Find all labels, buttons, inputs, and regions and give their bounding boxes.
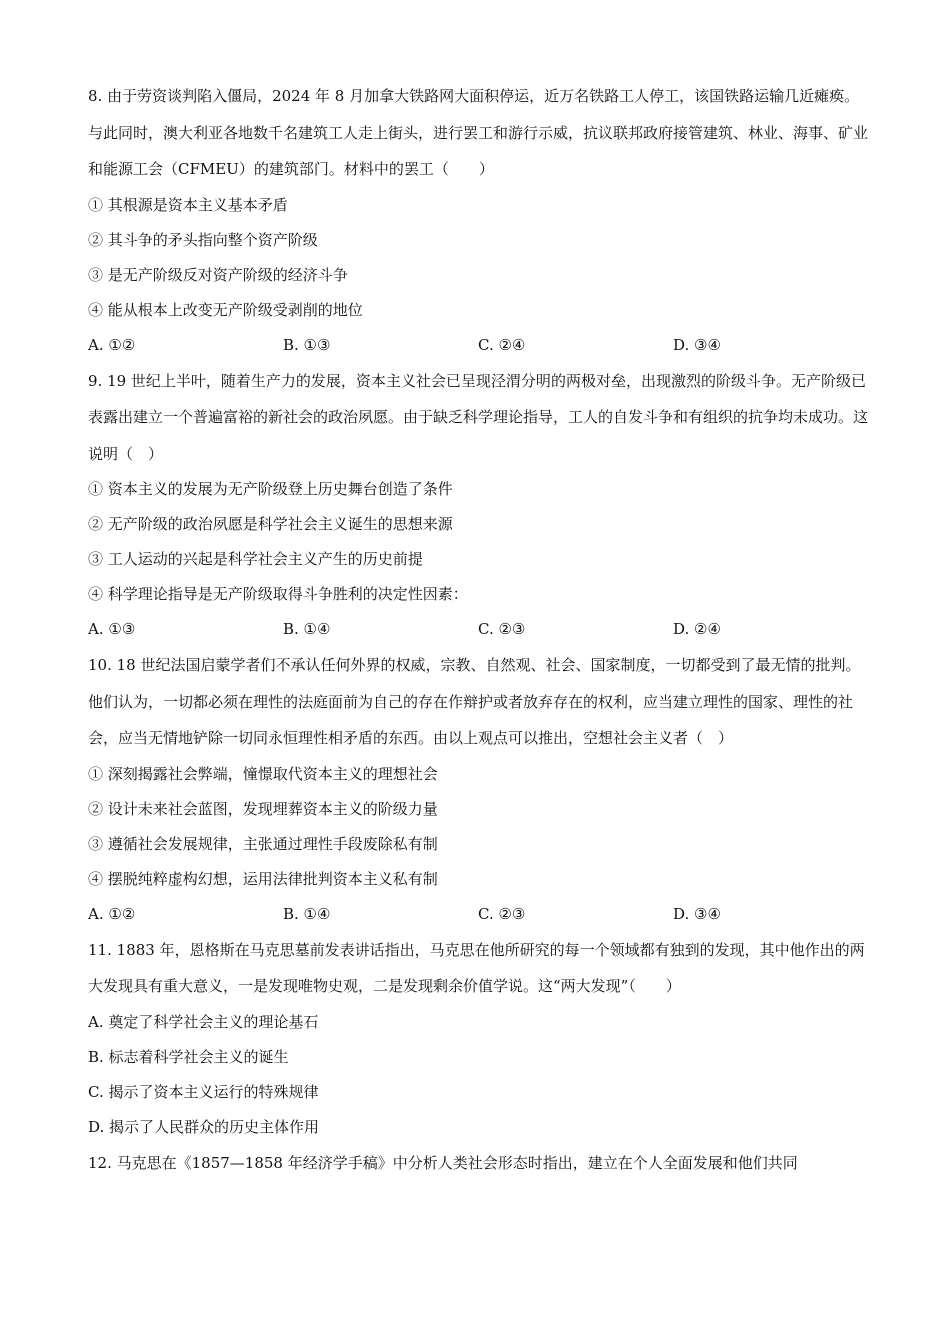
option-a: A. ①③: [88, 620, 136, 638]
statement-item: ② 无产阶级的政治夙愿是科学社会主义诞生的思想来源: [88, 515, 453, 533]
answer-options: [88, 897, 868, 932]
statement-item: ② 设计未来社会蓝图，发现埋葬资本主义的阶级力量: [88, 799, 438, 818]
option-b: B. ①③: [283, 335, 331, 354]
statement-item: ③ 是无产阶级反对资产阶级的经济斗争: [88, 265, 348, 284]
question-10: [88, 647, 868, 932]
statement-item: ① 深刻揭露社会弊端，憧憬取代资本主义的理想社会: [88, 764, 438, 783]
option-c: C. ②④: [478, 335, 526, 354]
question-8: [88, 78, 868, 363]
statement-item: ④ 科学理论指导是无产阶级取得斗争胜利的决定性因素：: [88, 585, 468, 603]
statement-item: ③ 工人运动的兴起是科学社会主义产生的历史前提: [88, 550, 423, 568]
question-9: [88, 363, 868, 648]
option-b: B. ①④: [283, 904, 331, 923]
option-d: D. ③④: [673, 335, 721, 354]
question-stem: 12. 马克思在《1857—1858 年经济学手稿》中分析人类社会形态时指出，建立在个人全面发展和他们共同: [88, 1153, 798, 1172]
statement-item: ④ 摆脱纯粹虚构幻想，运用法律批判资本主义私有制: [88, 869, 438, 888]
option-b: B. 标志着科学社会主义的诞生: [88, 1047, 289, 1066]
option-a: A. 奠定了科学社会主义的理论基石: [88, 1012, 319, 1031]
option-c: C. 揭示了资本主义运行的特殊规律: [88, 1082, 319, 1101]
option-c: C. ②③: [478, 620, 526, 638]
question-12: [88, 1145, 868, 1182]
answer-options: [88, 328, 868, 363]
option-b: B. ①④: [283, 620, 331, 638]
document-page: [88, 78, 868, 1181]
question-stem: 11. 1883 年，恩格斯在马克思墓前发表讲话指出，马克思在他所研究的每一个领域都有独到的发现，其中他作出的两大发现具有重大意义，一是发现唯物史观，二是发现剩余价值学说。这“两大发现”（ ）: [88, 940, 865, 995]
question-stem: 9. 19 世纪上半叶，随着生产力的发展，资本主义社会已呈现泾渭分明的两极对垒，出现激烈的阶级斗争。无产阶级已表露出建立一个普遍富裕的新社会的政治夙愿。由于缺乏科学理论指导，工人的自发斗争和有组织的抗争均未成功。这说明（ ）: [88, 371, 869, 463]
statement-item: ④ 能从根本上改变无产阶级受剥削的地位: [88, 300, 363, 319]
option-c: C. ②③: [478, 904, 526, 923]
option-d: D. ②④: [673, 620, 721, 638]
statement-item: ① 资本主义的发展为无产阶级登上历史舞台创造了条件: [88, 480, 453, 498]
question-stem: 10. 18 世纪法国启蒙学者们不承认任何外界的权威，宗教、自然观、社会、国家制度，一切都受到了最无情的批判。他们认为，一切都必须在理性的法庭面前为自己的存在作辩护或者放弃存在的权利，应当建立理性的国家、理性的社会，应当无情地铲除一切同永恒理性相矛盾的东西。由以上观点可以推出，空想社会主义者（ ）: [88, 656, 861, 747]
option-a: A. ①②: [88, 904, 136, 923]
option-d: D. 揭示了人民群众的历史主体作用: [88, 1117, 320, 1136]
question-11: [88, 932, 868, 1145]
option-d: D. ③④: [673, 904, 721, 923]
statement-item: ③ 遵循社会发展规律，主张通过理性手段废除私有制: [88, 834, 438, 853]
answer-options: [88, 612, 868, 647]
statement-item: ② 其斗争的矛头指向整个资产阶级: [88, 230, 318, 249]
option-a: A. ①②: [88, 335, 136, 354]
statement-item: ① 其根源是资本主义基本矛盾: [88, 195, 288, 214]
question-stem: 8. 由于劳资谈判陷入僵局，2024 年 8 月加拿大铁路网大面积停运，近万名铁路工人停工，该国铁路运输几近瘫痪。与此同时，澳大利亚各地数千名建筑工人走上街头，进行罢工和游行示威，抗议联邦政府接管建筑、林业、海事、矿业和能源工会（CFMEU）的建筑部门。材料中的罢工（ ）: [88, 87, 869, 178]
